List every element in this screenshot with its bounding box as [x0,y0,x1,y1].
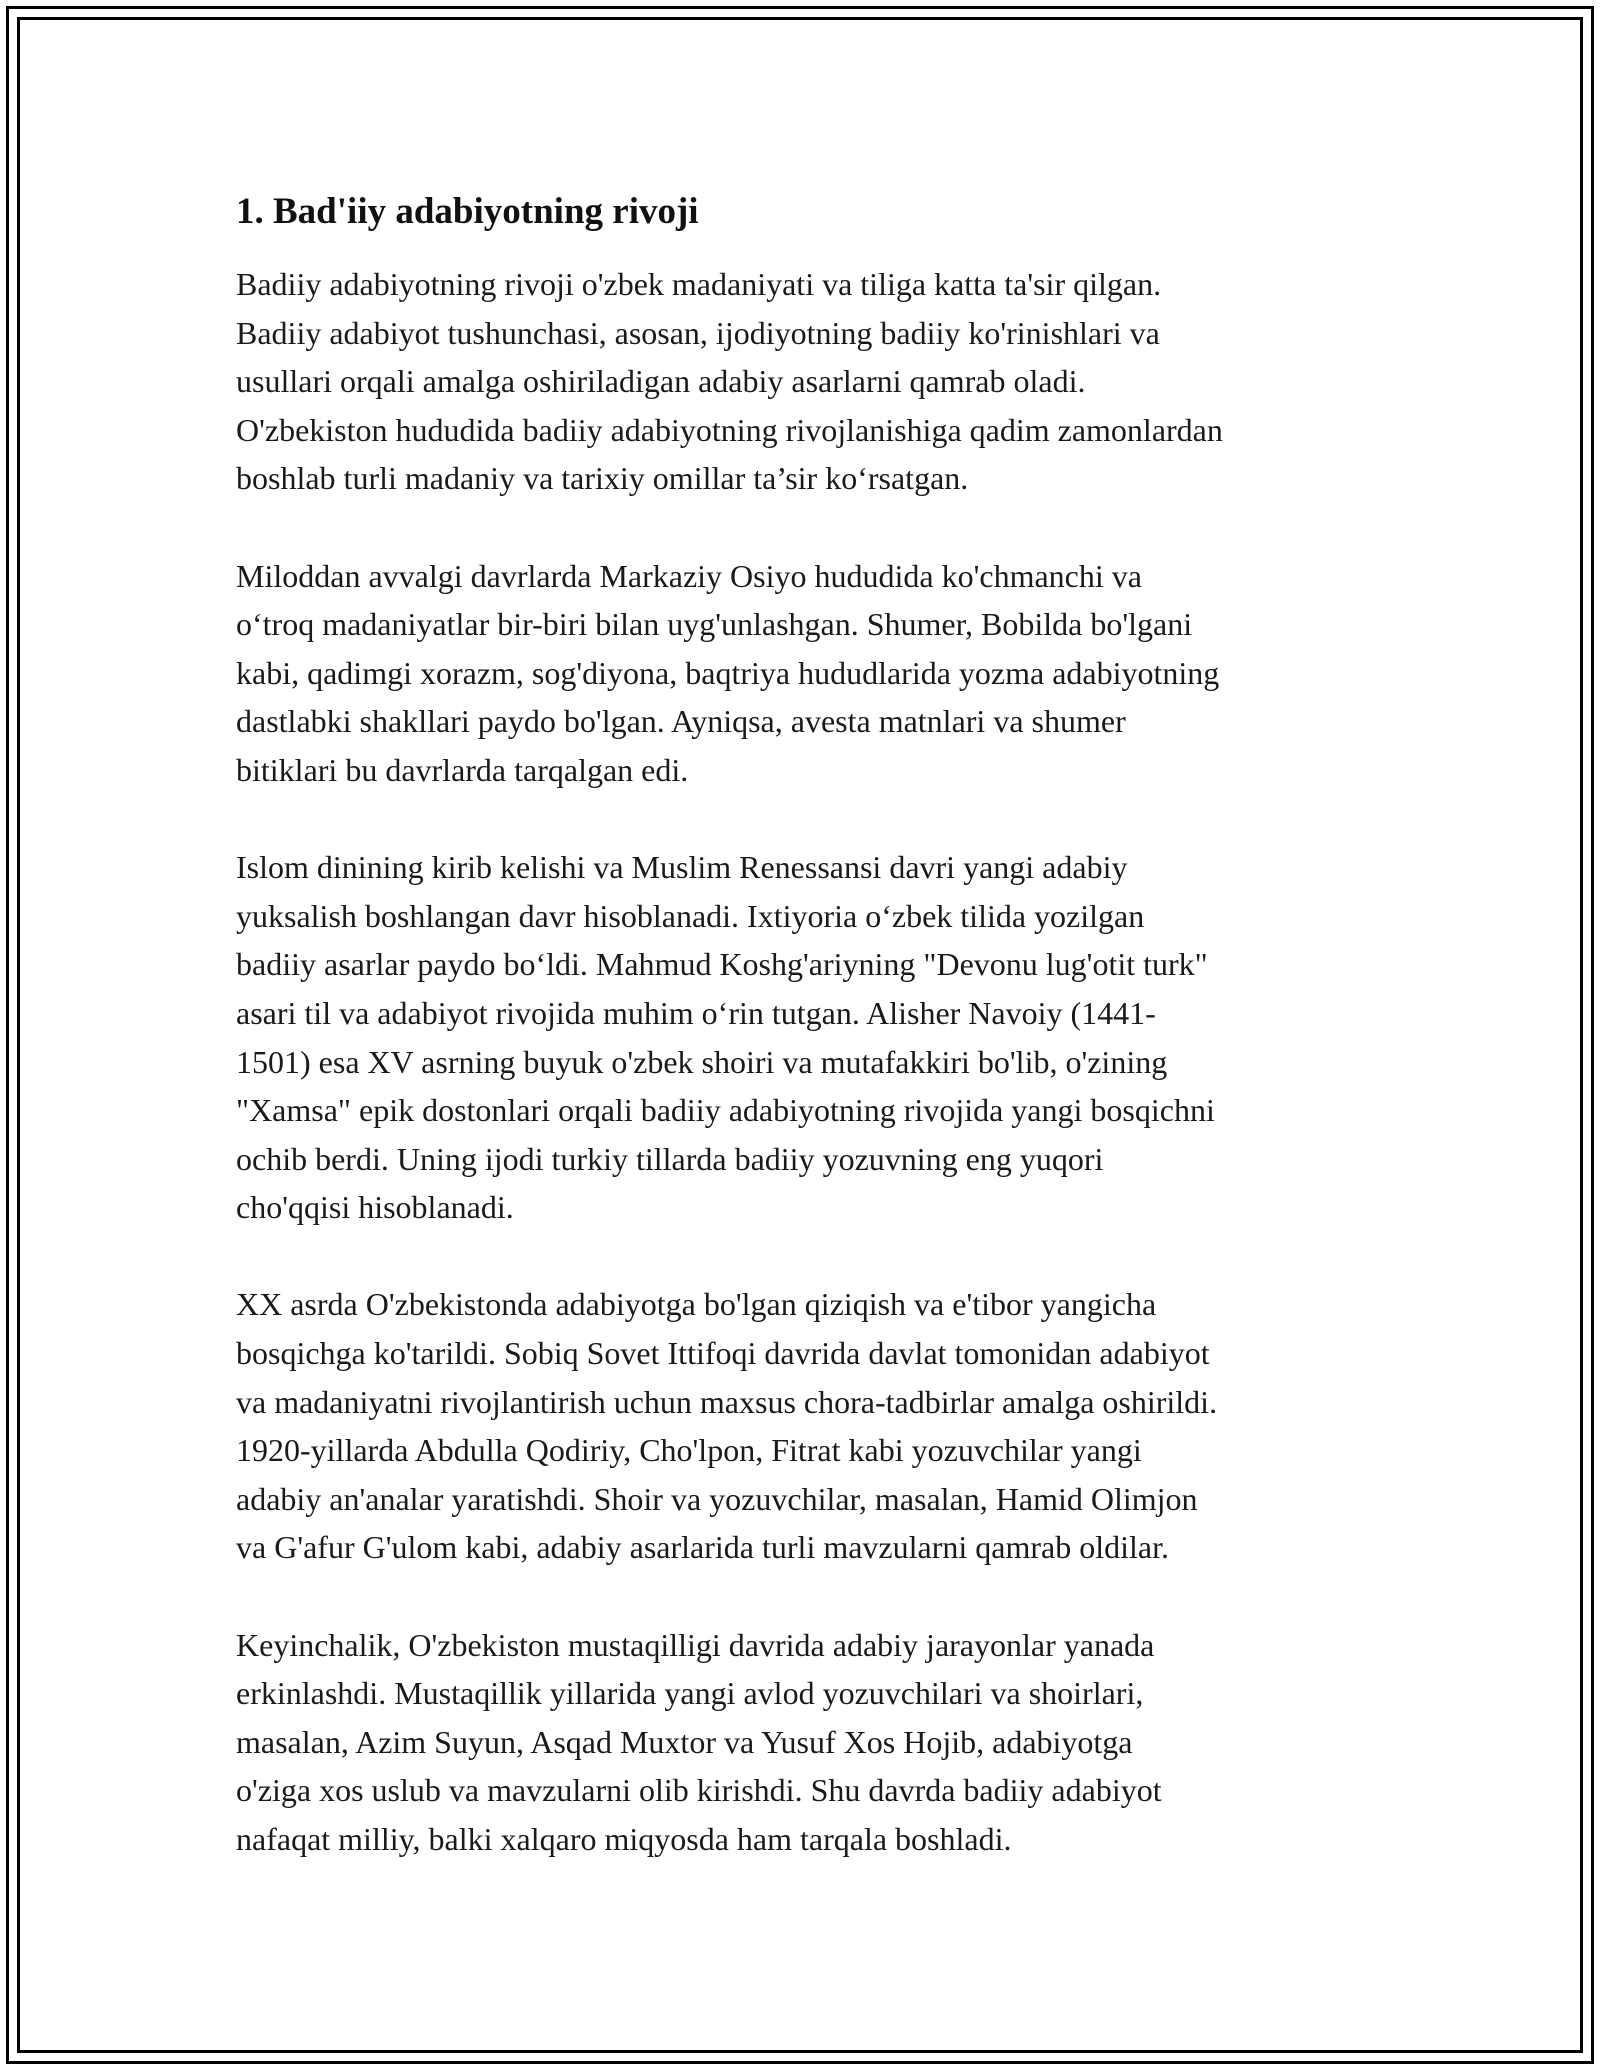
paragraph-islamic-period: Islom dinining kirib kelishi va Muslim Renessansi davri yangi adabiy yuksalish boshlangan davr hisoblanadi. Ixtiyoria o‘zbek tilida yozilgan badiiy asarlar paydo bo‘ldi. Mahmud Koshg'ariyning "Devonu lug'otit turk" asari til va adabiyot rivojida muhim o‘rin tutgan. Alisher Navoiy (1441- 1501) esa XV asrning buyuk o'zbek shoiri va mutafakkiri bo'lib, o'zining "Xamsa" epik dostonlari orqali badiiy adabiyotning rivojida yangi bosqichni ochib berdi. Uning ijodi turkiy tillarda badiiy yozuvning eng yuqori cho'qqisi hisoblanadi. [236,849,1215,1226]
paragraph-ancient-period: Miloddan avvalgi davrlarda Markaziy Osiyo hududida ko'chmanchi va o‘troq madaniyatlar bir-biri bilan uyg'unlashgan. Shumer, Bobilda bo'lgani kabi, qadimgi xorazm, sog'diyona, baqtriya hududlarida yozma adabiyotning dastlabki shakllari paydo bo'lgan. Ayniqsa, avesta matnlari va shumer bitiklari bu davrlarda tarqalgan edi. [236,557,1220,788]
paragraph-intro: Badiiy adabiyotning rivoji o'zbek madaniyati va tiliga katta ta'sir qilgan. Badiiy adabiyot tushunchasi, asosan, ijodiyotning badiiy ko'rinishlari va usullari orqali amalga oshiriladigan adabiy asarlarni qamrab oladi. O'zbekiston hududida badiiy adabiyotning rivojlanishiga qadim zamonlardan boshlab turli madaniy va tarixiy omillar ta’sir ko‘rsatgan. [236,266,1223,497]
document-body [236,190,1376,1912]
section-title: 1. Bad'iiy adabiyotning rivoji [236,191,699,232]
paragraph-twentieth-century: XX asrda O'zbekistonda adabiyotga bo'lgan qiziqish va e'tibor yangicha bosqichga ko'tarildi. Sobiq Sovet Ittifoqi davrida davlat tomonidan adabiyot va madaniyatni rivojlantirish uchun maxsus chora-tadbirlar amalga oshirildi. 1920-yillarda Abdulla Qodiriy, Cho'lpon, Fitrat kabi yozuvchilar yangi adabiy an'analar yaratishdi. Shoir va yozuvchilar, masalan, Hamid Olimjon va G'afur G'ulom kabi, adabiy asarlarida turli mavzularni qamrab oldilar. [236,1286,1218,1566]
paragraph-independence-period: Keyinchalik, O'zbekiston mustaqilligi davrida adabiy jarayonlar yanada erkinlashdi. Mustaqillik yillarida yangi avlod yozuvchilari va shoirlari, masalan, Azim Suyun, Asqad Muxtor va Yusuf Xos Hojib, adabiyotga o'ziga xos uslub va mavzularni olib kirishdi. Shu davrda badiiy adabiyot nafaqat milliy, balki xalqaro miqyosda ham tarqala boshladi. [236,1626,1162,1857]
